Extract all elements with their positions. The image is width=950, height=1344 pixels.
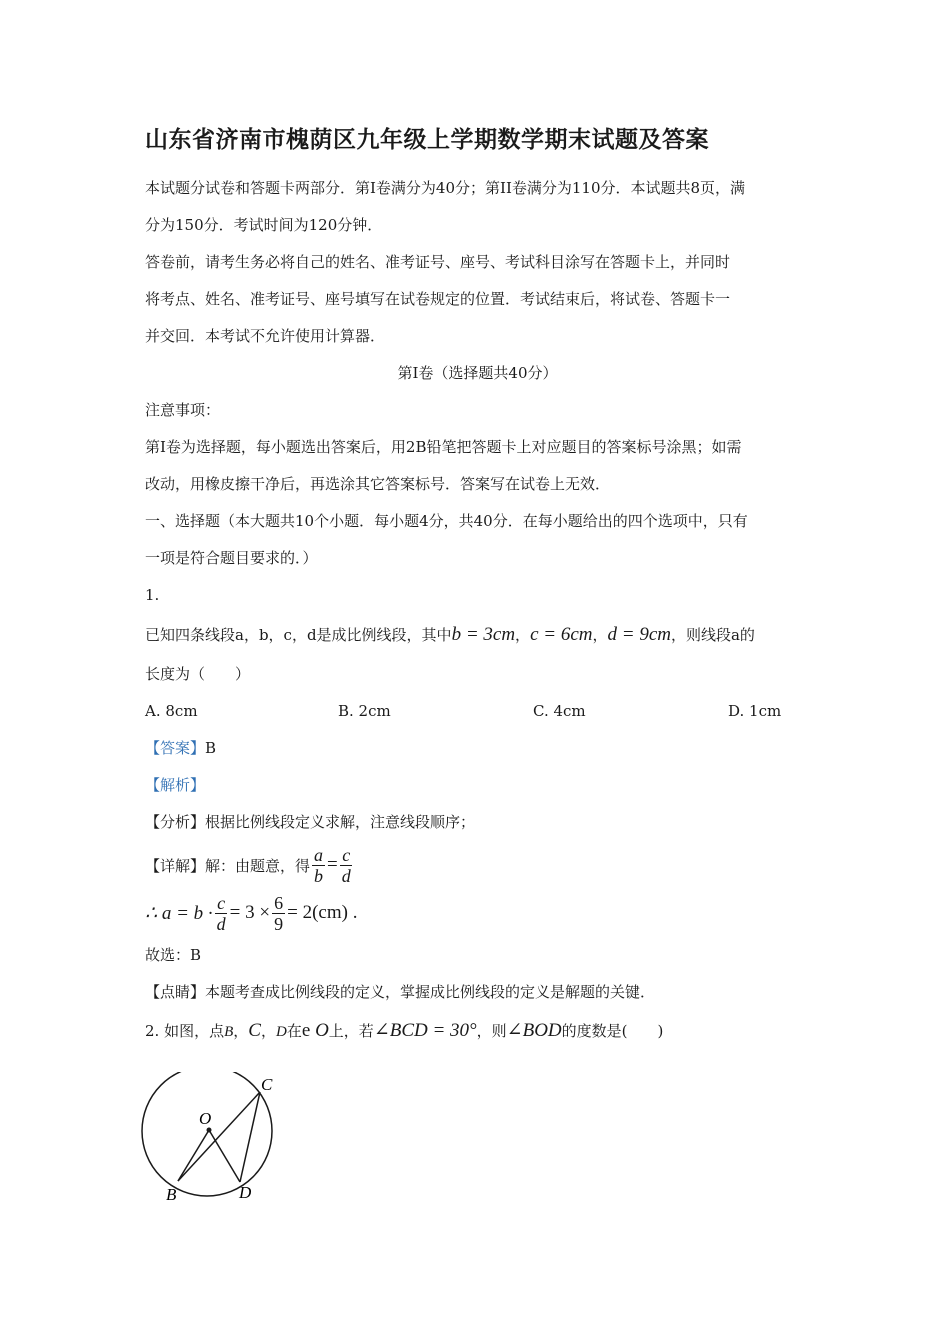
question-number: 1. xyxy=(145,586,160,604)
label-o: O xyxy=(199,1109,212,1128)
answer-value: B xyxy=(205,739,217,757)
circle-figure xyxy=(138,1072,288,1212)
segment-od xyxy=(209,1130,240,1182)
notice-line: 第I卷为选择题，每小题选出答案后，用2B铅笔把答题卡上对应题目的答案标号涂黑；如需 xyxy=(145,438,742,456)
document-title: 山东省济南市槐荫区九年级上学期数学期末试题及答案 xyxy=(145,127,709,153)
exam-page xyxy=(145,118,810,1052)
fraction-c-d xyxy=(340,845,353,886)
point-d: D xyxy=(275,1024,287,1040)
intro-line: 本试题分试卷和答题卡两部分．第I卷满分为40分；第II卷满分为110分．本试题共8页，满 xyxy=(145,179,746,197)
calc-mid: = 3 × xyxy=(229,902,271,923)
option-c: C. 4cm xyxy=(533,702,586,720)
options-row xyxy=(145,693,810,730)
fraction-6-9 xyxy=(272,893,285,934)
option-d: D. 1cm xyxy=(728,702,782,720)
calc-end: = 2(cm) . xyxy=(287,902,358,923)
denominator: d xyxy=(216,913,226,934)
fraction-a-b xyxy=(312,845,325,886)
intro-line: 并交回．本考试不允许使用计算器． xyxy=(145,327,386,345)
stem-text: 已知四条线段a，b，c，d是成比例线段，其中 xyxy=(145,626,452,644)
angle-bcd: ∠BCD = 30° xyxy=(373,1020,477,1041)
dianjing-line: 【点睛】本题考查成比例线段的定义，掌握成比例线段的定义是解题的关键． xyxy=(145,983,656,1001)
analysis-text: 【分析】根据比例线段定义求解，注意线段顺序； xyxy=(145,813,476,831)
stem-text: ，则 xyxy=(476,1022,507,1040)
question-2-stem xyxy=(145,1011,810,1052)
label-b: B xyxy=(166,1185,177,1204)
detail-prefix: 【详解】解：由题意，得 xyxy=(145,856,311,875)
separator: ， xyxy=(260,1022,276,1040)
part-heading: 一、选择题（本大题共10个小题．每小题4分，共40分．在每小题给出的四个选项中，只有 xyxy=(145,512,748,530)
option-a: A. 8cm xyxy=(145,702,198,720)
stem-text: 2. 如图，点 xyxy=(145,1022,225,1040)
calc-prefix: ∴ a = b · xyxy=(145,902,213,924)
numerator: 6 xyxy=(274,892,284,913)
math-b: b = 3cm xyxy=(451,624,516,645)
intro-line: 分为150分．考试时间为120分钟． xyxy=(145,216,383,234)
label-d: D xyxy=(239,1183,252,1202)
answer-line xyxy=(145,730,810,767)
label-c: C xyxy=(261,1075,273,1094)
denominator: 9 xyxy=(274,913,284,934)
intro-line: 将考点、姓名、准考证号、座号填写在试卷规定的位置．考试结束后，将试卷、答题卡一 xyxy=(145,290,731,308)
numerator: a xyxy=(314,844,324,865)
center-dot xyxy=(207,1128,212,1133)
stem-text: 上，若 xyxy=(328,1022,374,1040)
point-o: O xyxy=(315,1020,329,1041)
point-c: C xyxy=(248,1020,261,1041)
circle-symbol: e xyxy=(301,1020,311,1041)
math-d: d = 9cm xyxy=(607,624,671,645)
part-heading: 一项是符合题目要求的．） xyxy=(145,549,318,567)
math-c: c = 6cm xyxy=(530,624,593,645)
intro-line: 答卷前，请考生务必将自己的姓名、准考证号、座号、考试科目涂写在答题卡上，并同时 xyxy=(145,253,731,271)
numerator: c xyxy=(342,844,351,865)
section-heading: 第I卷（选择题共40分） xyxy=(397,364,558,382)
segment-bc xyxy=(178,1092,260,1181)
segment-cd xyxy=(240,1092,260,1182)
detail-line xyxy=(145,841,810,889)
question-stem xyxy=(145,614,810,656)
segment-bo xyxy=(178,1130,209,1181)
denominator: d xyxy=(341,865,351,886)
question-stem: 长度为（ ） xyxy=(145,665,251,683)
fraction-c-d xyxy=(215,893,228,934)
angle-bod: ∠BOD xyxy=(506,1020,562,1041)
stem-text: ，则线段a的 xyxy=(670,626,755,644)
notice-line: 改动，用橡皮擦干净后，再选涂其它答案标号．答案写在试卷上无效． xyxy=(145,475,611,493)
stem-text: 在 xyxy=(286,1022,302,1040)
analysis-tag: 【解析】 xyxy=(145,776,206,794)
separator: ， xyxy=(592,626,608,644)
equals-sign: = xyxy=(327,854,338,875)
option-b: B. 2cm xyxy=(338,702,391,720)
separator: ， xyxy=(515,626,531,644)
choice-line: 故选：B xyxy=(145,946,202,964)
point-b: B xyxy=(224,1024,234,1040)
denominator: b xyxy=(314,865,324,886)
calc-line xyxy=(145,889,810,937)
numerator: c xyxy=(217,892,226,913)
notice-label: 注意事项： xyxy=(145,401,221,419)
stem-text: 的度数是( ) xyxy=(561,1022,664,1040)
separator: ， xyxy=(233,1022,249,1040)
answer-tag: 【答案】 xyxy=(145,739,206,757)
